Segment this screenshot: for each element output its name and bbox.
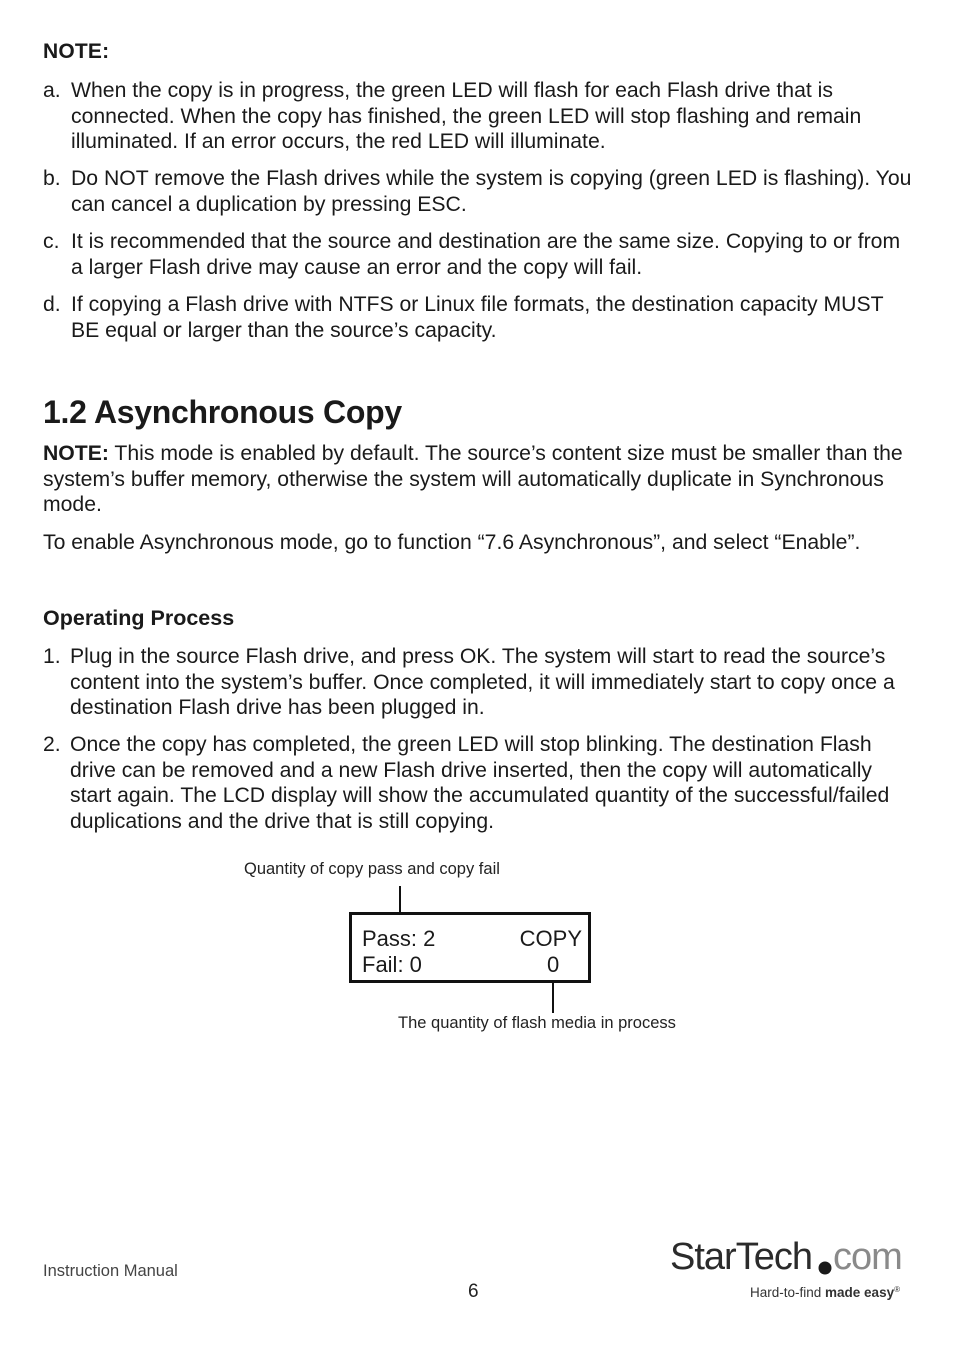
process-step-text: Plug in the source Flash drive, and press OK. The system will start to read the source’s content into the system’s buffer. Once completed, it will immediately start to copy once a destination Flash drive has been plugged in.	[70, 645, 895, 719]
enable-paragraph: To enable Asynchronous mode, go to function “7.6 Asynchronous”, and select “Enable”.	[43, 531, 861, 554]
section-note-label: NOTE:	[43, 442, 109, 465]
lcd-mode: COPY	[519, 926, 582, 951]
list-marker: a.	[43, 79, 61, 102]
logo-dot	[819, 1262, 832, 1275]
note-item-text: Do NOT remove the Flash drives while the system is copying (green LED is flashing). You can cancel a duplication by pressing ESC.	[71, 167, 912, 216]
section-note-paragraph	[43, 441, 913, 518]
operating-process-heading: Operating Process	[43, 606, 235, 630]
startech-logo-mark	[668, 1231, 913, 1306]
logo-wordmark-right: com	[833, 1236, 902, 1278]
logo-tagline: Hard-to-find made easy®	[750, 1285, 900, 1300]
caption-in-process: The quantity of flash media in process	[398, 1014, 676, 1032]
note-label: NOTE:	[43, 40, 110, 63]
process-step-1	[43, 644, 913, 721]
list-marker: c.	[43, 230, 60, 253]
caption-pass-fail: Quantity of copy pass and copy fail	[244, 860, 500, 878]
process-step-text: Once the copy has completed, the green LED will stop blinking. The destination Flash drive can be removed and a new Flash drive inserted, then the copy will automatically start again. The LCD display will show the accumulated quantity of the successful/failed duplications and the drive that is still copying.	[70, 733, 890, 833]
list-marker: 2.	[43, 733, 61, 756]
process-step-2	[43, 732, 913, 834]
list-marker: 1.	[43, 645, 61, 668]
section-title: 1.2 Asynchronous Copy	[43, 394, 402, 430]
lcd-fail-count: Fail: 0	[362, 952, 422, 977]
note-item-text: It is recommended that the source and destination are the same size. Copying to or from a larger Flash drive may cause an error and the copy will fail.	[71, 230, 901, 279]
footer-label: Instruction Manual	[43, 1262, 178, 1280]
note-item-text: If copying a Flash drive with NTFS or Linux file formats, the destination capacity MUST BE equal or larger than the source’s capacity.	[71, 293, 884, 342]
note-item-text: When the copy is in progress, the green LED will flash for each Flash drive that is connected. When the copy has finished, the green LED will stop flashing and remain illuminated. If an error occurs, the red LED will illuminate.	[71, 79, 862, 153]
startech-logo	[668, 1231, 913, 1311]
note-item-b	[43, 166, 913, 217]
note-item-c	[43, 229, 913, 280]
note-item-d	[43, 292, 913, 343]
note-item-a	[43, 78, 913, 155]
pointer-line-bottom	[552, 980, 554, 1013]
section-note-text: This mode is enabled by default. The source’s content size must be smaller than the system’s buffer memory, otherwise the system will automatically duplicate in Synchronous mode.	[43, 442, 903, 516]
page-number: 6	[468, 1281, 479, 1302]
lcd-display	[349, 912, 591, 983]
logo-wordmark-left: StarTech	[670, 1236, 812, 1278]
lcd-in-process-count: 0	[547, 952, 560, 977]
list-marker: b.	[43, 167, 61, 190]
lcd-pass-count: Pass: 2	[362, 926, 436, 951]
list-marker: d.	[43, 293, 61, 316]
